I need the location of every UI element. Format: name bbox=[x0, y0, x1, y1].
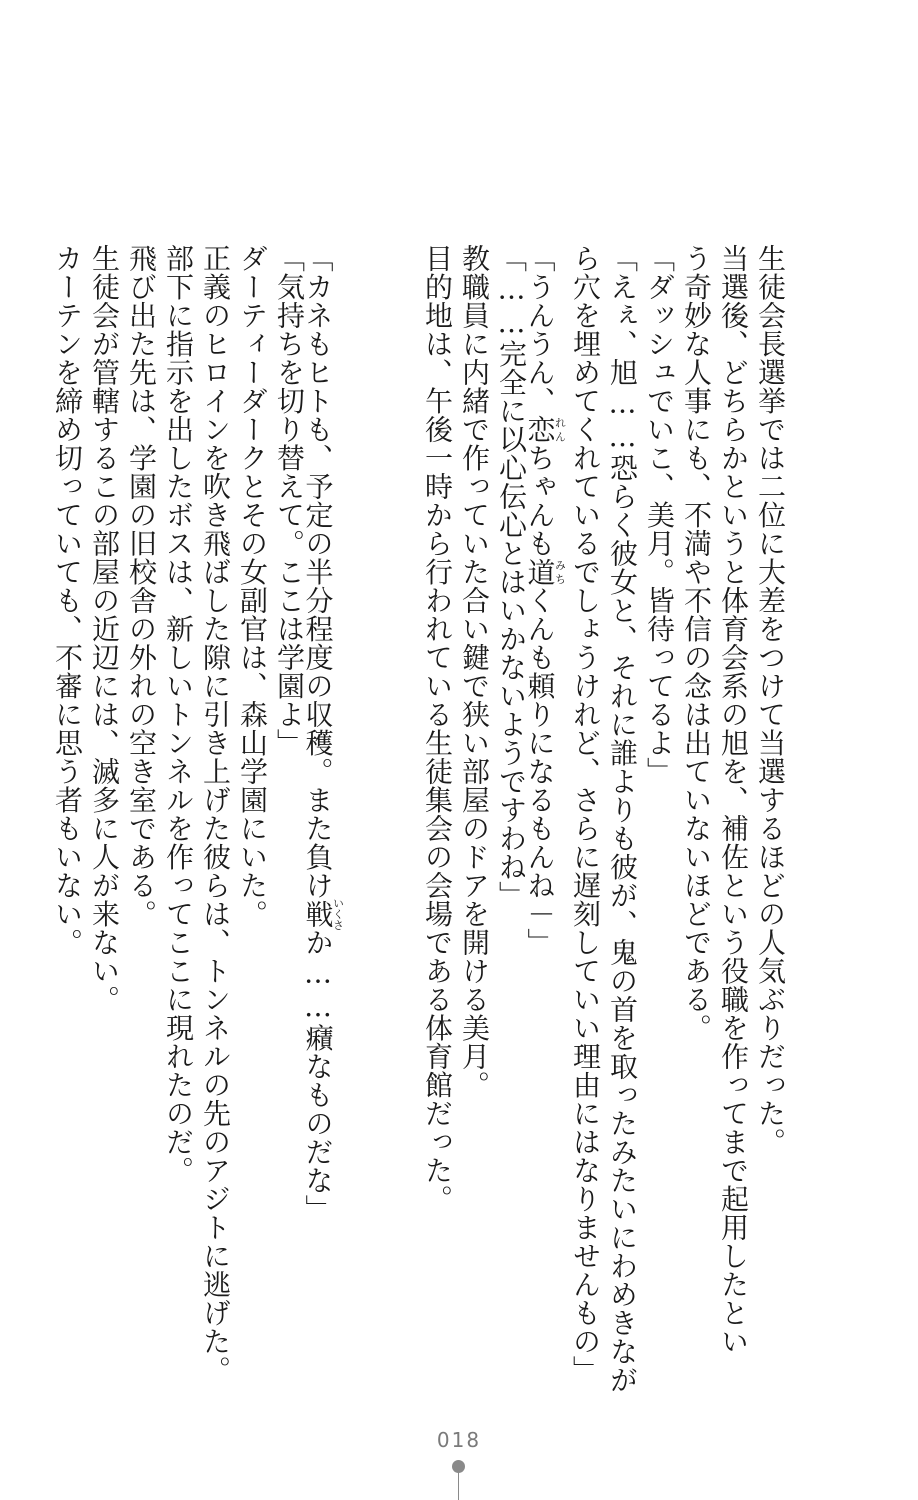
ruby-name-ren: 恋れん bbox=[523, 415, 567, 444]
page-marker-icon bbox=[450, 1460, 468, 1500]
text-column: カーテンを締め切っていても、不審に思う者もいない。 bbox=[51, 244, 84, 957]
text-column: 正義のヒロインを吹き飛ばした隙に引き上げた彼らは、トンネルの先のアジトに逃げた。 bbox=[199, 244, 232, 1384]
text-column: 「……完全に以心伝心とはいかないようですわね」 bbox=[495, 244, 528, 910]
text-column: ら穴を埋めてくれているでしょうけれど、さらに遅刻していい理由にはなりませんもの」 bbox=[569, 244, 602, 1384]
ruby-text-after: か……癪なものだな」 bbox=[301, 928, 335, 1223]
ruby-text-after: くんも頼りになるもんね－」 bbox=[523, 586, 557, 957]
ruby-text-before: 「カネもヒトも、予定の半分程度の収穫。また負け bbox=[301, 244, 335, 900]
text-column-with-ruby bbox=[301, 244, 345, 1284]
ruby-text-before: 「うんうん、 bbox=[523, 244, 557, 415]
text-column: 飛び出た先は、学園の旧校舎の外れの空き室である。 bbox=[125, 244, 158, 928]
blank-column bbox=[382, 244, 418, 1284]
vertical-text-body bbox=[51, 244, 788, 1394]
text-column-with-ruby bbox=[523, 244, 567, 1284]
text-column: 生徒会長選挙では二位に大差をつけて当選するほどの人気ぶりだった。 bbox=[754, 244, 787, 1156]
blank-column bbox=[345, 244, 381, 1284]
text-column: 教職員に内緒で作っていた合い鍵で狭い部屋のドアを開ける美月。 bbox=[458, 244, 491, 1099]
text-column: 目的地は、午後一時から行われている生徒集会の会場である体育館だった。 bbox=[421, 244, 454, 1213]
ruby-word-ikusa: 戦いくさ bbox=[301, 897, 345, 931]
text-column: 「えぇ、旭……恐らく彼女と、それに誰よりも彼が、鬼の首を取ったみたいにわめきなが bbox=[606, 244, 639, 1394]
ruby-text-middle: ちゃんも bbox=[523, 443, 557, 558]
text-column: 当選後、どちらかというと体育会系の旭を、補佐という役職を作ってまで起用したとい bbox=[717, 244, 750, 1356]
ruby-name-michi: 道みち bbox=[523, 557, 567, 586]
text-column: 生徒会が管轄するこの部屋の近辺には、滅多に人が来ない。 bbox=[88, 244, 121, 1014]
text-column: 「気持ちを切り替えて。ここは学園よ」 bbox=[273, 244, 306, 757]
text-column: う奇妙な人事にも、不満や不信の念は出ていないほどである。 bbox=[680, 244, 713, 1042]
page-number: 018 bbox=[436, 1428, 482, 1452]
text-column: ダーティーダークとその女副官は、森山学園にいた。 bbox=[236, 244, 269, 928]
text-column: 部下に指示を出したボスは、新しいトンネルを作ってここに現れたのだ。 bbox=[162, 244, 195, 1185]
text-column: 「ダッシュでいこ、美月。皆待ってるよ」 bbox=[643, 244, 676, 786]
marker-line bbox=[458, 1472, 459, 1500]
